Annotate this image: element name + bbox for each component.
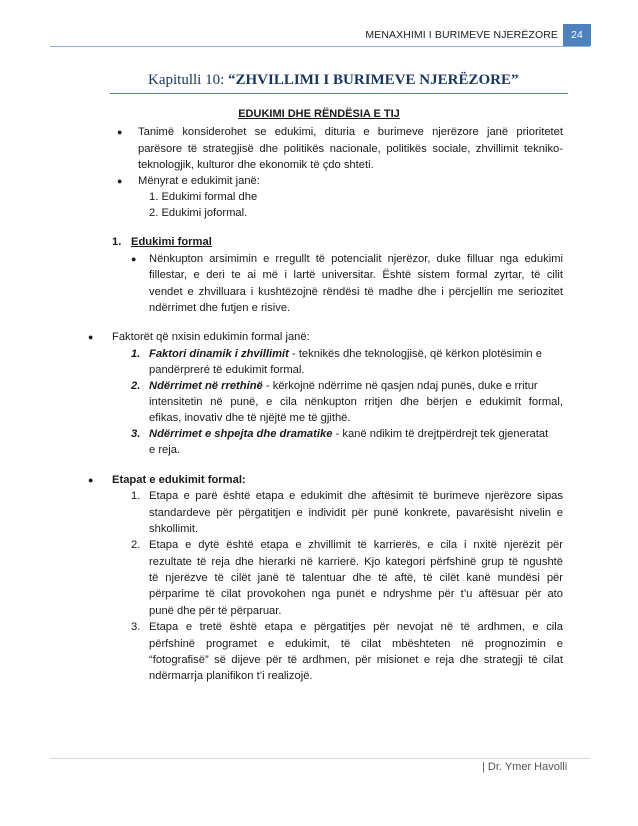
factor-number: 1. — [131, 348, 141, 360]
bullet-icon: ● — [117, 127, 123, 137]
factor-line: intensitetin në punë, e cila nënkupton rritjen dhe bërjen e edukimit formal, — [149, 396, 563, 408]
factor-line — [149, 426, 563, 442]
list-item: 2. Edukimi joformal. — [149, 207, 248, 219]
chapter-prefix: Kapitulli 10: — [148, 72, 228, 88]
factors-intro: Faktorët që nxisin edukimin formal janë: — [112, 331, 310, 343]
factor-label: Faktori dinamik i zhvillimit — [149, 348, 289, 360]
factor-text: - kërkojnë ndërrime në qasjen ndaj punës, duke e rritur — [262, 380, 538, 392]
stage-line: standardeve për përgatitjen e individit për punë konkrete, pavarësisht nivelin e — [149, 507, 563, 519]
chapter-title — [148, 72, 518, 89]
chapter-divider — [110, 93, 568, 94]
stage-number: 2. — [131, 539, 141, 551]
header-divider — [50, 46, 590, 47]
factor-text: - teknikës dhe teknologjisë, që kërkon plotësimin e — [288, 348, 542, 360]
formal-line: fillestar, e deri te ai më i lartë universitar. Është sistem formal zyrtar, të cilit — [149, 269, 563, 281]
factor-label: Ndërrimet në rrethinë — [149, 380, 263, 392]
factor-label: Ndërrimet e shpejta dhe dramatike — [149, 428, 333, 440]
bullet-icon: ● — [117, 176, 123, 186]
factor-line: pandërpreré të edukimit formal. — [149, 364, 305, 376]
intro-line: parësore të strategjisë dhe politikës nacionale, politikës sociale, zhvillimit tekniko- — [138, 143, 563, 155]
list-item: 1. Edukimi formal dhe — [149, 191, 258, 203]
formal-line: ndërrimet dhe futjen e risive. — [149, 302, 291, 314]
stage-line: të njerëzve të cilët janë të talentuar dhe të aftë, të cilët kanë mundësi për — [149, 572, 563, 584]
factor-line: e reja. — [149, 444, 181, 456]
intro-line: Mënyrat e edukimit janë: — [138, 175, 260, 187]
factor-number: 3. — [131, 428, 141, 440]
stage-line: Etapa e dytë është etapa e zhvillimit të karrierës, e cila i nxitë njerëzit për — [149, 539, 563, 551]
factor-line — [149, 378, 563, 394]
footer-author: | Dr. Ymer Havolli — [482, 761, 568, 773]
stage-line: përfshinë programet e edukimit, të cilat mbështeten në prognozimin e — [149, 638, 563, 650]
stage-line: përparime të cilat provokohen nga punët e ndryshme për t’u aftësuar për ato — [149, 588, 563, 600]
running-header: MENAXHIMI I BURIMEVE NJERËZORE — [365, 29, 558, 41]
stage-line: Etapa e tretë është etapa e përgatitjes për nevojat në të ardhmen, e cila — [149, 621, 563, 633]
footer-divider — [50, 758, 590, 759]
page-number-badge: 24 — [563, 24, 591, 46]
stage-line: shkollimit. — [149, 523, 199, 535]
intro-line: Tanimë konsiderohet se edukimi, dituria e burimeve njerëzore janë prioritetet — [138, 126, 563, 138]
stage-line: “fotografisë” së dijeve për të ardhmen, për misionet e reja dhe strategji të cilat — [149, 654, 563, 666]
bullet-icon: ● — [88, 475, 94, 485]
stage-number: 3. — [131, 621, 141, 633]
intro-line: teknologjik, kulturor dhe ekonomik të çdo shteti. — [138, 159, 374, 171]
factor-text: - kanë ndikim të drejtpërdrejt tek gjeneratat — [332, 428, 549, 440]
bullet-icon: ● — [88, 332, 94, 342]
factor-number: 2. — [131, 380, 141, 392]
stage-line: punë dhe për të përparuar. — [149, 605, 282, 617]
stage-line: Etapa e parë është etapa e edukimit dhe aftësimit të burimeve njerëzore sipas — [149, 490, 563, 502]
stages-intro: Etapat e edukimit formal: — [112, 474, 246, 486]
section-title: EDUKIMI DHE RËNDËSIA E TIJ — [238, 108, 400, 120]
stage-line: rezultate të reja dhe hierarki në karrierë. Kjo kategori përfshinë grup të ngushtë — [149, 556, 563, 568]
stage-number: 1. — [131, 490, 141, 502]
chapter-name: “ZHVILLIMI I BURIMEVE NJERËZORE” — [228, 72, 519, 88]
bullet-icon: ● — [131, 254, 137, 264]
formal-line: vendet e zhvilluara i kushtëzojnë rëndësi të madhe dhe i përcjellin me seriozitet — [149, 286, 563, 298]
formal-number: 1. — [112, 236, 122, 248]
factor-line — [149, 346, 563, 362]
factor-line: efikas, inovativ dhe të njëjtë me të gjithë. — [149, 412, 351, 424]
stage-line: ndërmarrja planifikon t’i realizojë. — [149, 670, 313, 682]
formal-heading: Edukimi formal — [131, 236, 212, 248]
formal-line: Nënkupton arsimimin e rregullt të potencialit njerëzor, duke filluar nga edukimi — [149, 253, 563, 265]
